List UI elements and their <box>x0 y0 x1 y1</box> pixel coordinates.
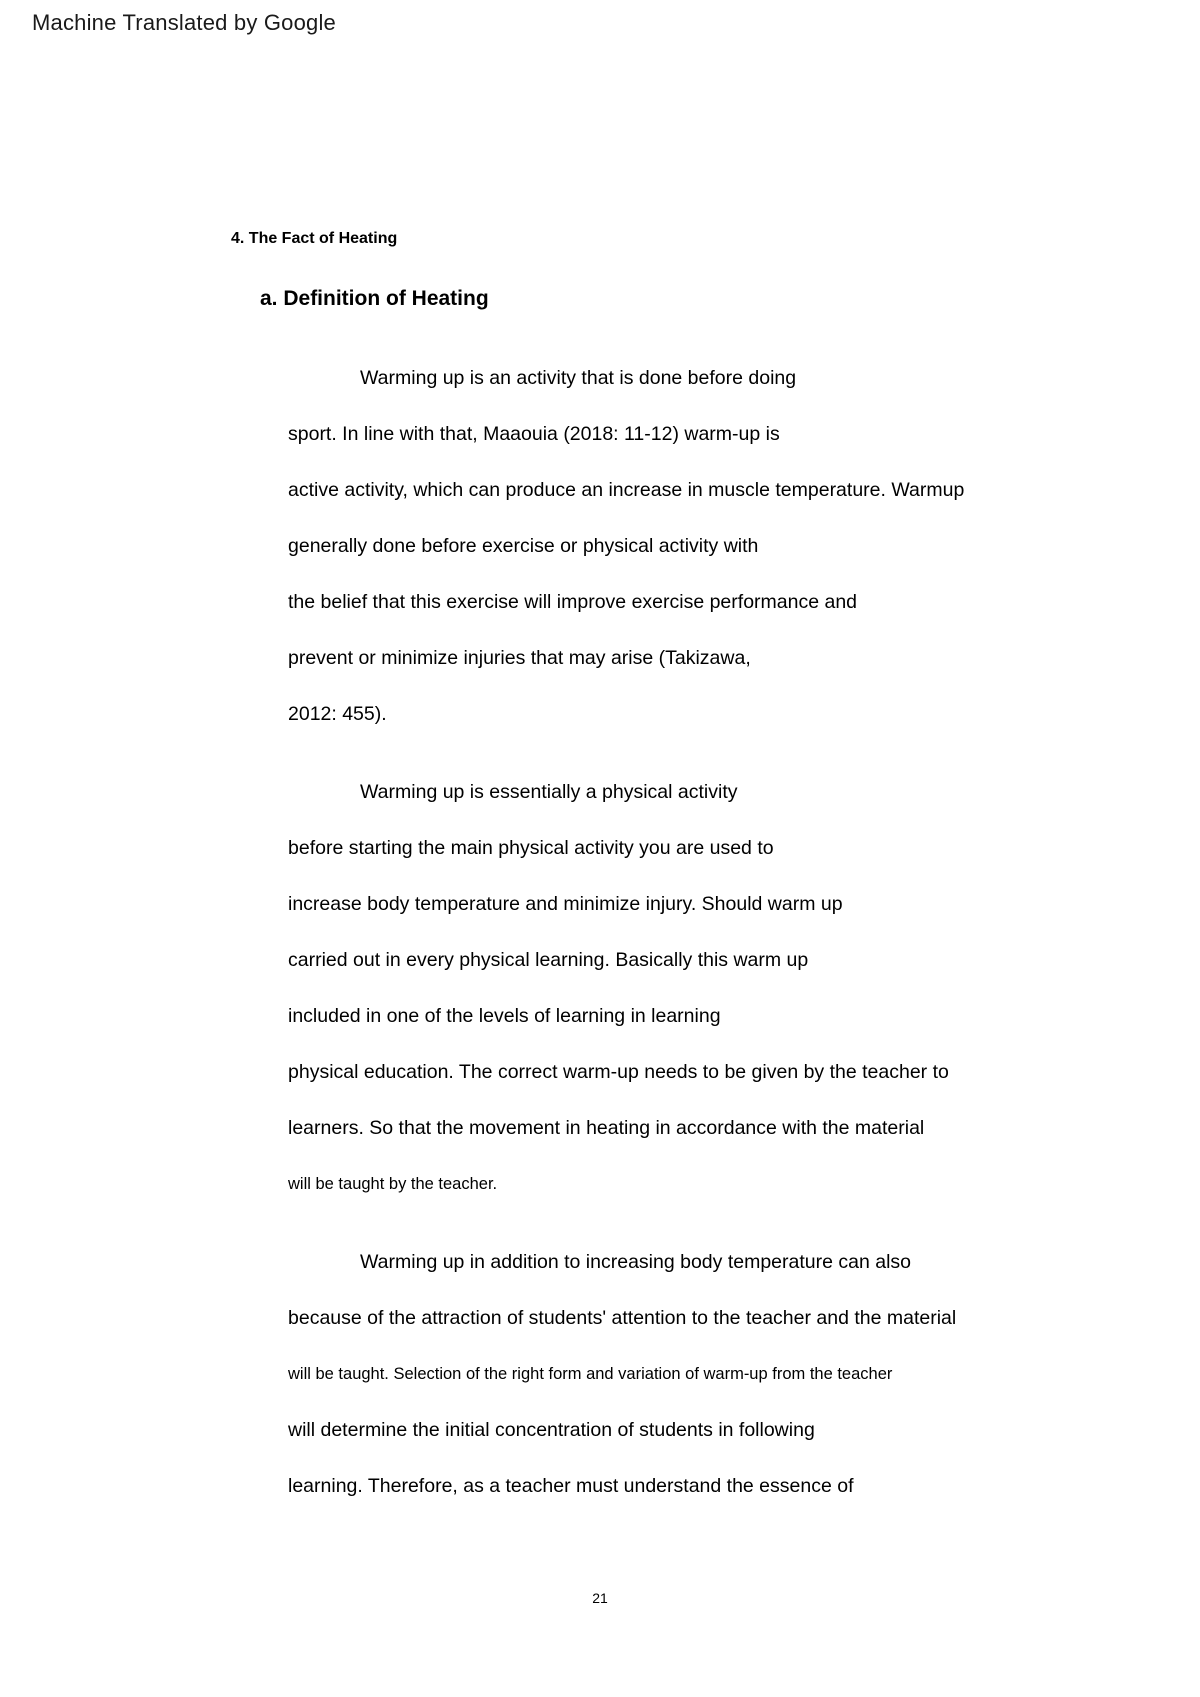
paragraph <box>288 350 1078 742</box>
text-line: because of the attraction of students' attention to the teacher and the material <box>288 1307 957 1329</box>
text-line: active activity, which can produce an increase in muscle temperature. Warmup <box>288 479 965 501</box>
text-line: the belief that this exercise will improve exercise performance and <box>288 591 858 613</box>
text-line: before starting the main physical activity you are used to <box>288 837 774 859</box>
text-line: will be taught by the teacher. <box>288 1175 498 1193</box>
text-line: generally done before exercise or physical activity with <box>288 535 759 557</box>
text-line: Warming up in addition to increasing body temperature can also <box>360 1251 911 1273</box>
text-line: learners. So that the movement in heating in accordance with the material <box>288 1117 925 1139</box>
paragraph <box>288 764 1078 1212</box>
page-number: 21 <box>592 1590 608 1606</box>
body-text <box>288 350 1078 1514</box>
text-line: physical education. The correct warm-up needs to be given by the teacher to <box>288 1061 949 1083</box>
sub-heading: a. Definition of Heating <box>260 287 489 310</box>
text-line: learning. Therefore, as a teacher must understand the essence of <box>288 1475 854 1497</box>
machine-translation-banner: Machine Translated by Google <box>32 10 336 35</box>
text-line: included in one of the levels of learning in learning <box>288 1005 721 1027</box>
text-line: Warming up is essentially a physical activity <box>360 781 738 803</box>
text-line: sport. In line with that, Maaouia (2018: 11-12) warm-up is <box>288 423 780 445</box>
text-line: Warming up is an activity that is done before doing <box>360 367 797 389</box>
text-line: 2012: 455). <box>288 703 387 725</box>
text-line: will determine the initial concentration of students in following <box>288 1419 815 1441</box>
section-heading: 4. The Fact of Heating <box>231 230 398 247</box>
text-line: carried out in every physical learning. Basically this warm up <box>288 949 809 971</box>
text-line: increase body temperature and minimize injury. Should warm up <box>288 893 843 915</box>
paragraph <box>288 1234 1078 1514</box>
text-line: will be taught. Selection of the right form and variation of warm-up from the teacher <box>288 1365 893 1383</box>
text-line: prevent or minimize injuries that may arise (Takizawa, <box>288 647 751 669</box>
